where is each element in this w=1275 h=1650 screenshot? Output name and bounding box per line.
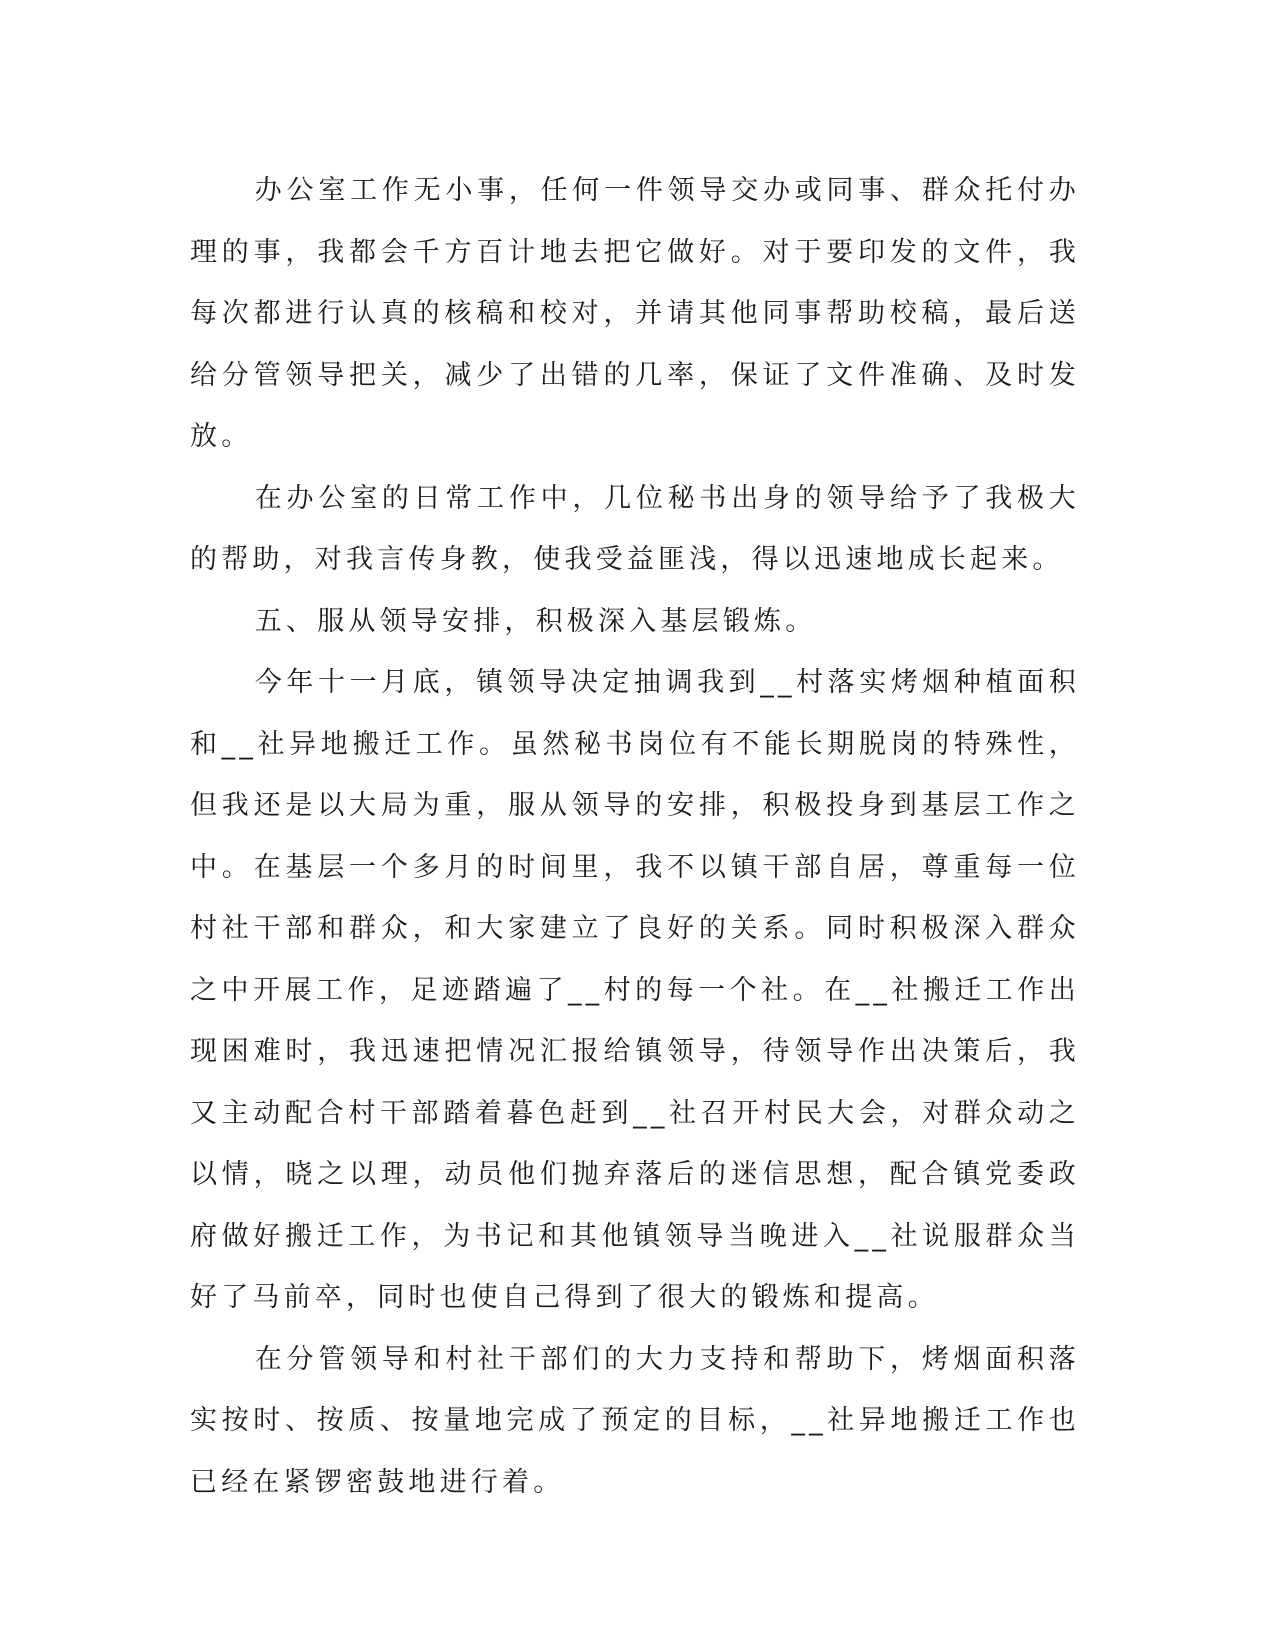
paragraph-results: 在分管领导和村社干部们的大力支持和帮助下，烤烟面积落实按时、按质、按量地完成了预定的目标，__社异地搬迁工作也已经在紧锣密鼓地进行着。 xyxy=(190,1343,1080,1498)
document-body xyxy=(190,160,1080,1513)
paragraph-grassroots-work: 今年十一月底，镇领导决定抽调我到__村落实烤烟种植面积和__社异地搬迁工作。虽然秘书岗位有不能长期脱岗的特殊性，但我还是以大局为重，服从领导的安排，积极投身到基层工作之中。在基层一个多月的时间里，我不以镇干部自居，尊重每一位村社干部和群众，和大家建立了良好的关系。同时积极深入群众之中开展工作，足迹踏遍了__村的每一个社。在__社搬迁工作出现困难时，我迅速把情况汇报给镇领导，待领导作出决策后，我又主动配合村干部踏着暮色赶到__社召开村民大会，对群众动之以情，晓之以理，动员他们抛弃落后的迷信思想，配合镇党委政府做好搬迁工作，为书记和其他镇领导当晚进入__社说服群众当好了马前卒，同时也使自己得到了很大的锻炼和提高。 xyxy=(190,667,1080,1313)
paragraph-leader-help: 在办公室的日常工作中，几位秘书出身的领导给予了我极大的帮助，对我言传身教，使我受益匪浅，得以迅速地成长起来。 xyxy=(190,482,1080,575)
section-heading-five: 五、服从领导安排，积极深入基层锻炼。 xyxy=(254,605,817,637)
paragraph-office-work: 办公室工作无小事，任何一件领导交办或同事、群众托付办理的事，我都会千方百计地去把它做好。对于要印发的文件，我每次都进行认真的核稿和校对，并请其他同事帮助校稿，最后送给分管领导把关，减少了出错的几率，保证了文件准确、及时发放。 xyxy=(190,175,1080,452)
